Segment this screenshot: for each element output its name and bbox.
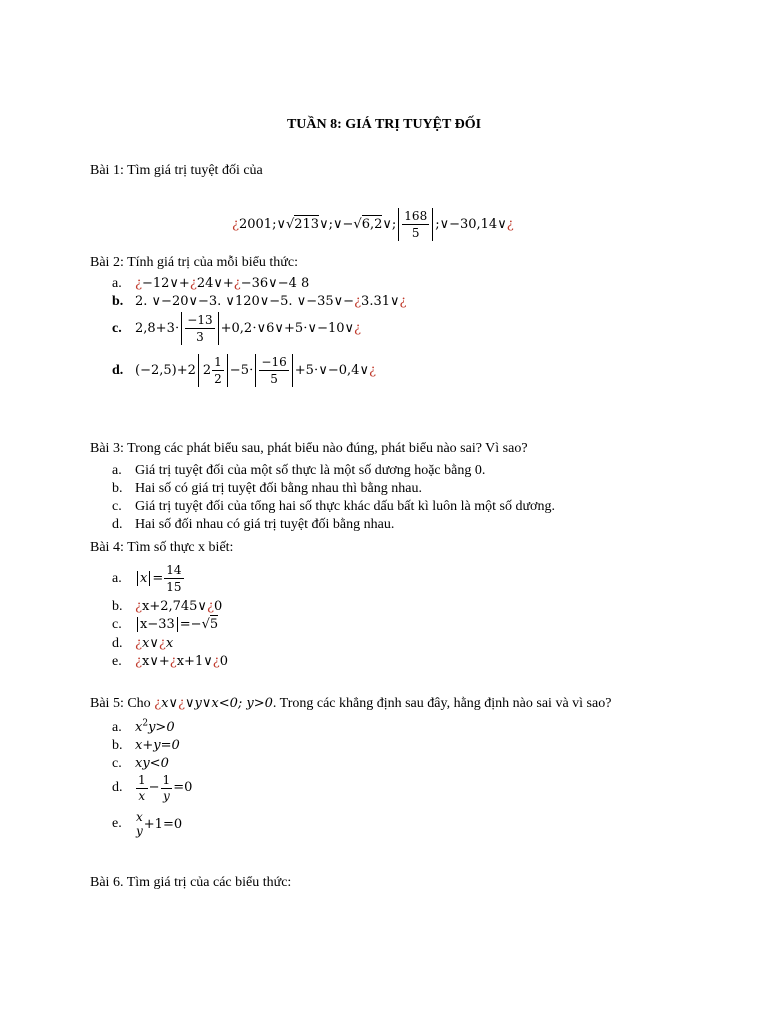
statement-text: Hai số đối nhau có giá trị tuyệt đối bằng nhau.	[135, 517, 395, 532]
math-term: xy<0	[135, 756, 169, 771]
list-marker: e.	[112, 654, 122, 669]
fraction-numerator: x	[136, 810, 143, 824]
list-marker: b.	[112, 294, 124, 309]
exponent: 2	[142, 719, 149, 729]
sqrt-symbol: √	[285, 217, 295, 232]
math-symbol: ¿	[189, 276, 197, 291]
list-marker: a.	[112, 570, 122, 586]
exercise-4-heading: Bài 4: Tìm số thực x biết:	[90, 540, 234, 555]
math-term: x+y=0	[135, 738, 180, 753]
statement-text: Giá trị tuyệt đối của tổng hai số thực khác dấu bất kì luôn là một số dương.	[135, 499, 555, 514]
math-term: −5⋅	[229, 363, 254, 378]
exercise-2-item-b	[112, 294, 407, 310]
fraction	[212, 354, 224, 387]
math-term: +5⋅∨−0,4∨	[294, 363, 369, 378]
exercise-4-item-b	[112, 599, 222, 615]
sqrt-symbol: √	[201, 617, 210, 632]
math-term: x∨	[141, 636, 159, 651]
statement-text: Hai số có giá trị tuyệt đối bằng nhau thì bằng nhau.	[135, 481, 422, 496]
math-term: 24∨+	[196, 276, 234, 291]
math-term: −36∨−4 8	[240, 276, 310, 291]
list-marker: c.	[112, 320, 122, 336]
fraction	[259, 354, 288, 387]
exercise-3-item-c	[112, 499, 555, 515]
list-marker: b.	[112, 481, 123, 496]
math-term: x∨	[161, 696, 179, 711]
math-term: x	[135, 720, 143, 736]
list-marker: d.	[112, 517, 123, 532]
absolute-value	[398, 208, 433, 241]
math-symbol: ¿	[354, 321, 362, 336]
fraction-numerator: −16	[261, 355, 287, 369]
list-marker: d.	[112, 779, 123, 795]
fraction	[136, 772, 148, 803]
math-term: x+1∨	[176, 654, 213, 669]
fraction-numerator: 168	[404, 209, 428, 223]
exercise-2-item-d	[112, 354, 376, 387]
math-term: −12∨+	[141, 276, 190, 291]
mixed-number-whole: 2	[202, 363, 212, 378]
math-term: =−	[179, 617, 202, 632]
fraction	[402, 208, 429, 241]
math-symbol: ¿	[135, 276, 142, 291]
list-marker: a.	[112, 720, 122, 736]
math-term: −	[148, 780, 160, 795]
fraction-numerator: 14	[166, 563, 182, 577]
math-term: (−2,5)+2	[135, 363, 196, 378]
math-symbol: ¿	[354, 294, 362, 309]
list-marker: d.	[112, 362, 124, 378]
exercise-5-item-d	[112, 772, 192, 803]
math-term: 2,8+3⋅	[135, 321, 180, 336]
heading-text: . Trong các khẳng định sau đây, hằng định nào sai và vì sao?	[272, 696, 612, 711]
exercise-2-item-a	[112, 276, 309, 292]
list-marker: c.	[112, 617, 122, 632]
exercise-5-item-b	[112, 738, 180, 754]
math-term: x−33	[140, 617, 175, 632]
exercise-3-item-d	[112, 517, 394, 533]
heading-text: Bài 5: Cho	[90, 696, 155, 711]
exercise-2-heading: Bài 2: Tính giá trị của mỗi biểu thức:	[90, 255, 298, 270]
fraction-numerator: −13	[187, 313, 213, 327]
math-term: 3.31∨	[361, 294, 400, 309]
exercise-4-item-d	[112, 636, 173, 652]
fraction-denominator: 3	[196, 330, 204, 344]
math-symbol: ¿	[178, 696, 185, 711]
math-symbol: ¿	[154, 696, 162, 711]
sqrt-radicand: 6,2	[361, 217, 383, 232]
fraction-denominator: 5	[411, 226, 420, 240]
fraction-numerator: 1	[138, 773, 146, 787]
sqrt-radicand: 213	[294, 217, 320, 232]
fraction-numerator: 1	[214, 355, 222, 369]
math-term: +0,2⋅∨6∨+5⋅∨−10∨	[220, 321, 355, 336]
variable: x	[140, 571, 148, 586]
exercise-5-item-c	[112, 756, 169, 772]
sqrt-radicand: 5	[209, 617, 219, 632]
math-symbol: ¿	[206, 599, 214, 614]
math-term: 0	[219, 654, 228, 669]
absolute-value	[198, 354, 228, 387]
exercise-1-heading: Bài 1: Tìm giá trị tuyệt đối của	[90, 163, 263, 178]
list-marker: e.	[112, 816, 122, 831]
list-marker: c.	[112, 756, 122, 771]
fraction-denominator: y	[136, 824, 143, 838]
list-marker: a.	[112, 463, 122, 478]
exercise-2-item-c	[112, 312, 361, 345]
math-term: 2. ∨−20∨−3. ∨120∨−5. ∨−35∨−	[135, 294, 355, 309]
fraction	[161, 772, 173, 803]
absolute-value	[137, 617, 178, 632]
exercise-4-item-e	[112, 654, 228, 670]
fraction-denominator: 15	[166, 580, 182, 594]
math-term: =	[152, 571, 164, 586]
absolute-value	[137, 571, 150, 586]
math-symbol: ¿	[158, 636, 166, 651]
math-symbol: ¿	[135, 599, 142, 614]
exercise-1-symbol: ¿	[506, 217, 514, 232]
page-title: TUẦN 8: GIÁ TRỊ TUYỆT ĐỐI	[286, 117, 482, 132]
exercise-1-expression	[232, 208, 514, 241]
list-marker: d.	[112, 636, 123, 651]
fraction-denominator: 5	[270, 372, 278, 386]
math-term: y>0	[148, 720, 175, 736]
math-symbol: ¿	[399, 294, 407, 309]
absolute-value	[255, 354, 292, 387]
exercise-1-part: ∨;	[382, 217, 397, 232]
exercise-1-part: ∨;∨−	[319, 217, 354, 232]
exercise-1-part: 2001;∨	[238, 217, 286, 232]
exercise-6-heading: Bài 6. Tìm giá trị của các biểu thức:	[90, 875, 292, 890]
math-symbol: ¿	[135, 654, 142, 669]
fraction-denominator: 2	[214, 372, 222, 386]
math-term: x	[165, 636, 174, 651]
fraction	[164, 562, 183, 595]
fraction-denominator: y	[162, 789, 170, 803]
math-term: 0	[213, 599, 223, 614]
math-term: x∨+	[141, 654, 170, 669]
math-symbol: ¿	[212, 654, 220, 669]
list-marker: c.	[112, 499, 122, 514]
exercise-5-heading	[90, 696, 611, 712]
exercise-4-item-a	[112, 562, 185, 595]
exercise-1-part: ;∨−30,14∨	[435, 217, 507, 232]
list-marker: a.	[112, 276, 122, 291]
exercise-3-item-b	[112, 481, 422, 497]
fraction-denominator: x	[138, 789, 146, 803]
math-symbol: ¿	[368, 363, 376, 378]
math-term: =0	[173, 780, 193, 795]
exercise-3-heading: Bài 3: Trong các phát biểu sau, phát biểu nào đúng, phát biểu nào sai? Vì sao?	[90, 441, 528, 456]
exercise-5-item-a	[112, 719, 175, 736]
exercise-5-item-e	[112, 810, 182, 838]
math-term: x+2,745∨	[141, 599, 207, 614]
exercise-3-item-a	[112, 463, 485, 479]
fraction	[185, 312, 214, 345]
math-symbol: ¿	[169, 654, 177, 669]
list-marker: b.	[112, 738, 123, 753]
math-term: ∨y∨x<0; y>0	[185, 696, 273, 711]
fraction	[136, 810, 143, 838]
absolute-value	[181, 312, 218, 345]
sqrt-symbol: √	[353, 217, 362, 232]
math-symbol: ¿	[233, 276, 241, 291]
statement-text: Giá trị tuyệt đối của một số thực là một số dương hoặc bằng 0.	[135, 463, 486, 478]
fraction-numerator: 1	[162, 773, 171, 787]
math-term: +1=0	[143, 816, 183, 832]
exercise-1-symbol: ¿	[232, 217, 239, 232]
exercise-4-item-c	[112, 617, 218, 633]
math-symbol: ¿	[135, 636, 142, 651]
list-marker: b.	[112, 599, 123, 614]
